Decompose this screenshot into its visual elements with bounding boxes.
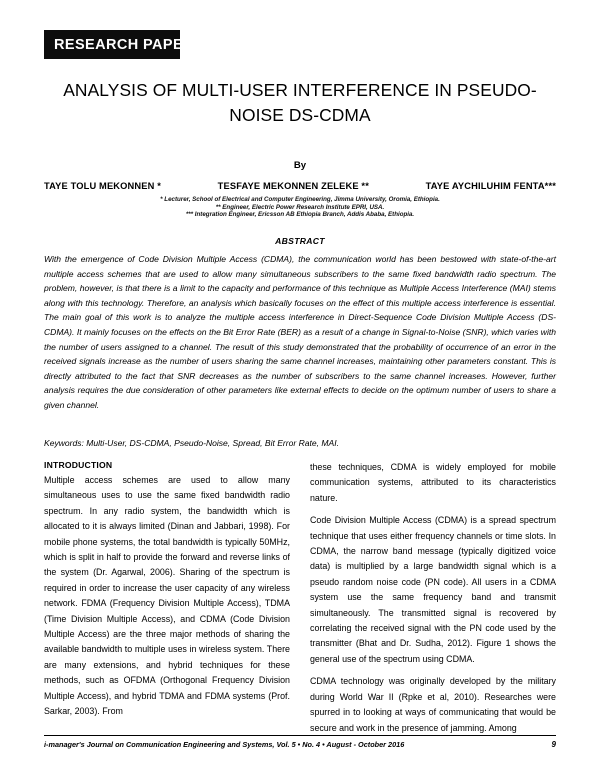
- footer-divider: [44, 735, 556, 736]
- affiliation-line: *** Integration Engineer, Ericsson AB Ethiopia Branch, Addis Ababa, Ethiopia.: [185, 211, 415, 219]
- abstract-paragraph: With the emergence of Code Division Multiple Access (CDMA), the communication world has been bestowed with state-of-the-art multiple access schemes that are used to allow many simultaneous subscribers to the same fixed bandwidth radio spectrum. The problem, however, is that there is a limit to the capacity and performance of this technique as Multiple Access Interference (MAI) stems along with this technology. Therefore, an analysis which basically focuses on the effect of this multiple access interference is essential. The main goal of this work is to analyze the multiple access interference in Direct-Sequence Code Division Multiple Access (DS-CDMA). It mainly focuses on the effects on the Bit Error Rate (BER) as a result of a change in Signal-to-Noise (SNR), which varies with the number of users assigned to a channel. The result of this study demonstrated that the probability of occurrence of an error in the received signals increase as the number of users sharing the same channel increases, maintaining other parameters constant. This is directly attributed to the fact that SNR decreases as the number of subscribers to the same channel increases. However, further analysis requires the due consideration of other parameters like external effects to decide on the optimum number of users to share a given channel.: [44, 254, 556, 410]
- banner-label: RESEARCH PAPERS: [54, 36, 204, 53]
- body-paragraph: CDMA technology was originally developed by the military during World War II (Rpke et al, 2010). Researches were spurred in to looking at ways of communicating that would be secure and work in the presence of jamming. Among: [310, 676, 556, 733]
- affiliation-line: * Lecturer, School of Electrical and Computer Engineering, Jimma University, Oromia, Ethiopia.: [160, 196, 440, 203]
- author-name: TESFAYE MEKONNEN ZELEKE **: [217, 181, 369, 191]
- author-name: TAYE TOLU MEKONNEN *: [44, 181, 161, 191]
- research-papers-banner: [44, 30, 204, 59]
- right-column: [310, 460, 556, 733]
- left-column: [44, 460, 290, 718]
- footer-citation: i-manager's Journal on Communication Engineering and Systems, Vol. 5 • No. 4 • August - October 2016: [44, 740, 405, 749]
- affiliation-list: [44, 196, 556, 219]
- affiliation-line: ** Engineer, Electric Power Research Institute EPRI, USA.: [215, 203, 385, 211]
- abstract-heading: ABSTRACT: [275, 236, 325, 246]
- footer-page-number: 9: [551, 740, 556, 749]
- author-list: [44, 181, 556, 191]
- body-paragraph: Code Division Multiple Access (CDMA) is a spread spectrum technique that uses either frequency channels or time slots. In CDMA, the narrow band message (typically digitized voice data) is multiplied by a large bandwidth signal which is a pseudo random noise code (PN code). All users in a CDMA system use the same frequency band and transmit simultaneously. The transmitted signal is recovered by correlating the received signal with the PN code used by the transmitter (Bhat and Dr. Sudha, 2012). Figure 1 shows the general use of the spectrum using CDMA.: [310, 515, 556, 664]
- body-paragraph: these techniques, CDMA is widely employed for mobile communication systems, attributed to its characteristics nature.: [310, 462, 556, 503]
- body-paragraph: Multiple access schemes are used to allow many simultaneous uses to use the same fixed bandwidth radio spectrum. In any radio system, the bandwidth which is allocated to it is always limited (Dinan and Jabbari, 1998). For mobile phone systems, the total bandwidth is typically 50MHz, which is split in half to provide the forward and reverse links of the system (Dr. Agarwal, 2006). Sharing of the spectrum is required in order to increase the user capacity of any wireless network. FDMA (Frequency Division Multiple Access), TDMA (Time Division Multiple Access), and CDMA (Code Division Multiple Access) are the three major methods of sharing the available bandwidth to multiple uses in wireless system. There are many extensions, and hybrid techniques for these methods, such as OFDMA (Orthogonal Frequency Division Multiple Access), and hybrid TDMA and FDMA systems (Prof. Sarkar, 2003). From: [44, 475, 290, 717]
- introduction-heading: INTRODUCTION: [44, 460, 113, 470]
- page-footer: [44, 740, 556, 749]
- page-title: ANALYSIS OF MULTI-USER INTERFERENCE IN PSEUDO-NOISE DS-CDMA: [63, 80, 537, 125]
- body-columns: [44, 460, 556, 733]
- abstract-body: [44, 252, 556, 419]
- keywords-line: Keywords: Multi-User, DS-CDMA, Pseudo-Noise, Spread, Bit Error Rate, MAI.: [44, 438, 339, 448]
- byline-label: By: [293, 160, 307, 171]
- author-name: TAYE AYCHILUHIM FENTA***: [425, 181, 556, 191]
